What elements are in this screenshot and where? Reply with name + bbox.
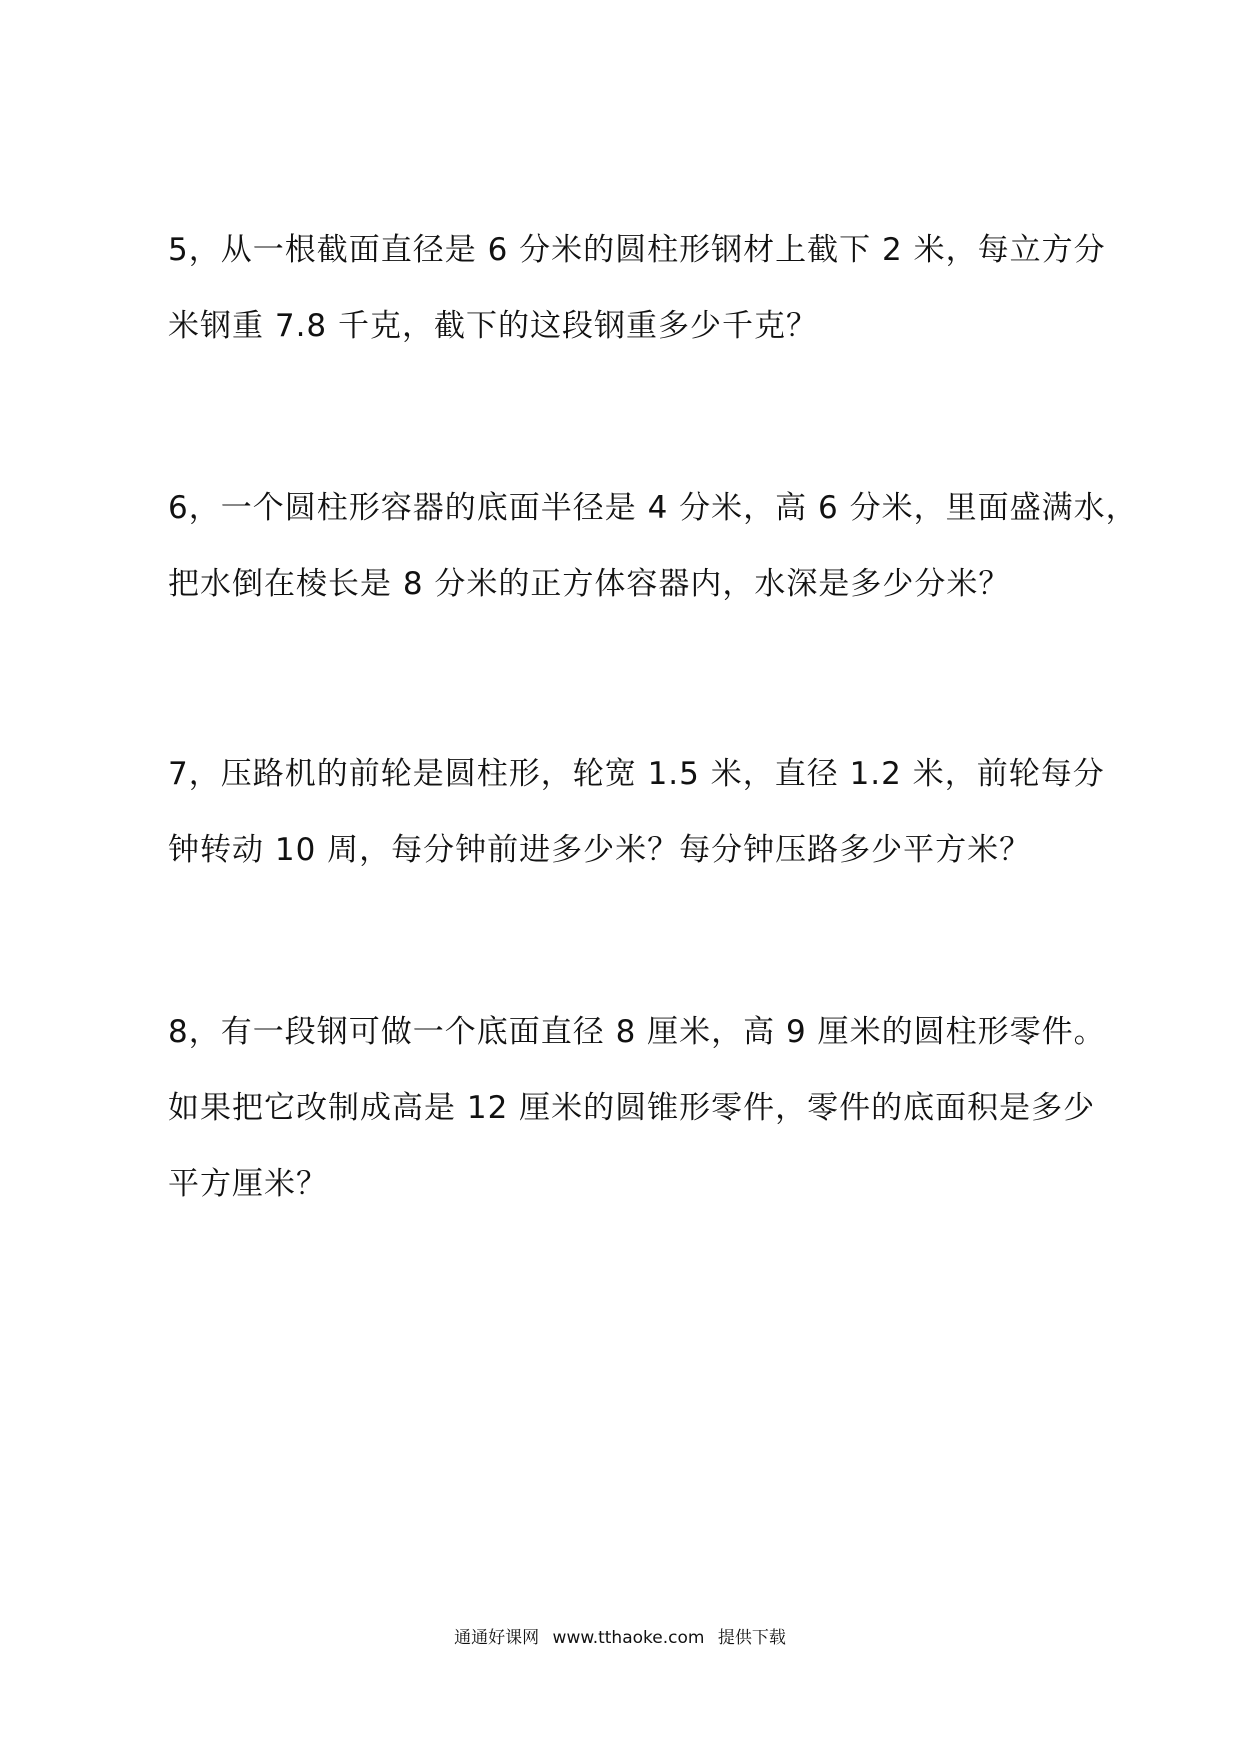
question-line: 平方厘米？ — [168, 1166, 328, 1202]
page-footer — [0, 1625, 1240, 1651]
question-line: 5，从一根截面直径是 6 分米的圆柱形钢材上截下 2 米，每立方分 — [168, 232, 1106, 268]
question-line: 米钢重 7.8 千克，截下的这段钢重多少千克？ — [168, 308, 819, 344]
question-line: 如果把它改制成高是 12 厘米的圆锥形零件，零件的底面积是多少 — [168, 1090, 1096, 1126]
question-line: 6，一个圆柱形容器的底面半径是 4 分米，高 6 分米，里面盛满水， — [168, 490, 1138, 526]
footer-site-name: 通通好课网 — [454, 1628, 540, 1648]
question-line: 钟转动 10 周，每分钟前进多少米？每分钟压路多少平方米？ — [168, 832, 1032, 868]
question-line: 8，有一段钢可做一个底面直径 8 厘米，高 9 厘米的圆柱形零件。 — [168, 1014, 1106, 1050]
footer-url: www.tthaoke.com — [552, 1628, 705, 1648]
footer-suffix: 提供下载 — [717, 1628, 786, 1648]
question-7 — [168, 736, 1105, 888]
question-line: 7，压路机的前轮是圆柱形，轮宽 1.5 米，直径 1.2 米，前轮每分 — [168, 756, 1105, 792]
question-6 — [168, 470, 1138, 622]
question-5 — [168, 212, 1106, 364]
question-line: 把水倒在棱长是 8 分米的正方体容器内，水深是多少分米？ — [168, 566, 1011, 602]
question-8 — [168, 994, 1106, 1222]
